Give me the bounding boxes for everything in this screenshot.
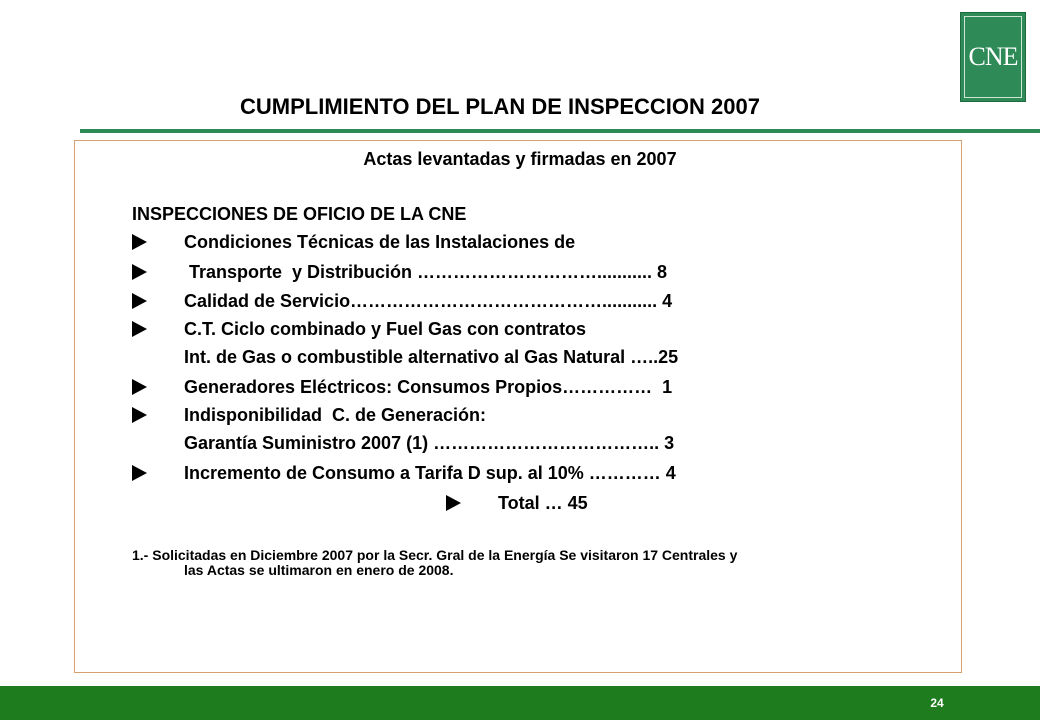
right-triangle-arrow-icon xyxy=(132,465,147,481)
total-line xyxy=(446,490,646,516)
right-triangle-arrow-icon xyxy=(132,407,147,423)
cne-logo-frame xyxy=(964,16,1022,98)
list-item xyxy=(132,374,892,400)
list-item-text: Transporte y Distribución …………………………........... 8 xyxy=(184,262,668,282)
list-item-text: Condiciones Técnicas de las Instalaciones de xyxy=(184,232,576,252)
section-heading: INSPECCIONES DE OFICIO DE LA CNE xyxy=(132,204,467,224)
title-divider xyxy=(80,129,1040,133)
list-item xyxy=(132,460,892,486)
list-item xyxy=(132,288,892,314)
cne-logo xyxy=(960,12,1026,102)
list-item-text: Incremento de Consumo a Tarifa D sup. al 10% ………… 4 xyxy=(184,463,676,483)
list-item xyxy=(132,259,892,285)
page-title: CUMPLIMIENTO DEL PLAN DE INSPECCION 2007 xyxy=(240,94,760,119)
right-triangle-arrow-icon xyxy=(132,234,147,250)
list-item xyxy=(132,229,892,255)
footnote-line-1: 1.- Solicitadas en Diciembre 2007 por la Secr. Gral de la Energía Se visitaron 17 Centrales y xyxy=(132,547,738,563)
box-title: Actas levantadas y firmadas en 2007 xyxy=(363,149,677,169)
page-number: 24 xyxy=(930,696,944,710)
cne-logo-text: CNE xyxy=(968,42,1018,71)
list-item-text: Indisponibilidad C. de Generación: xyxy=(184,405,487,425)
right-triangle-arrow-icon xyxy=(132,264,147,280)
list-item-text: C.T. Ciclo combinado y Fuel Gas con contratos xyxy=(184,319,587,339)
list-item xyxy=(132,316,892,342)
right-triangle-arrow-icon xyxy=(132,321,147,337)
list-item-continuation: Garantía Suministro 2007 (1) ……………………………….. 3 xyxy=(184,433,675,453)
list-item xyxy=(132,402,892,428)
total-text: Total … 45 xyxy=(498,493,588,513)
right-triangle-arrow-icon xyxy=(446,495,461,511)
list-item-text: Generadores Eléctricos: Consumos Propios…………… 1 xyxy=(184,377,673,397)
footnote xyxy=(132,548,947,578)
list-item-text: Calidad de Servicio……………………………………........... 4 xyxy=(184,291,673,311)
list-item-continuation: Int. de Gas o combustible alternativo al Gas Natural …..25 xyxy=(184,347,679,367)
right-triangle-arrow-icon xyxy=(132,293,147,309)
right-triangle-arrow-icon xyxy=(132,379,147,395)
footer-bar xyxy=(0,686,1040,720)
footnote-line-2: las Actas se ultimaron en enero de 2008. xyxy=(184,562,454,578)
